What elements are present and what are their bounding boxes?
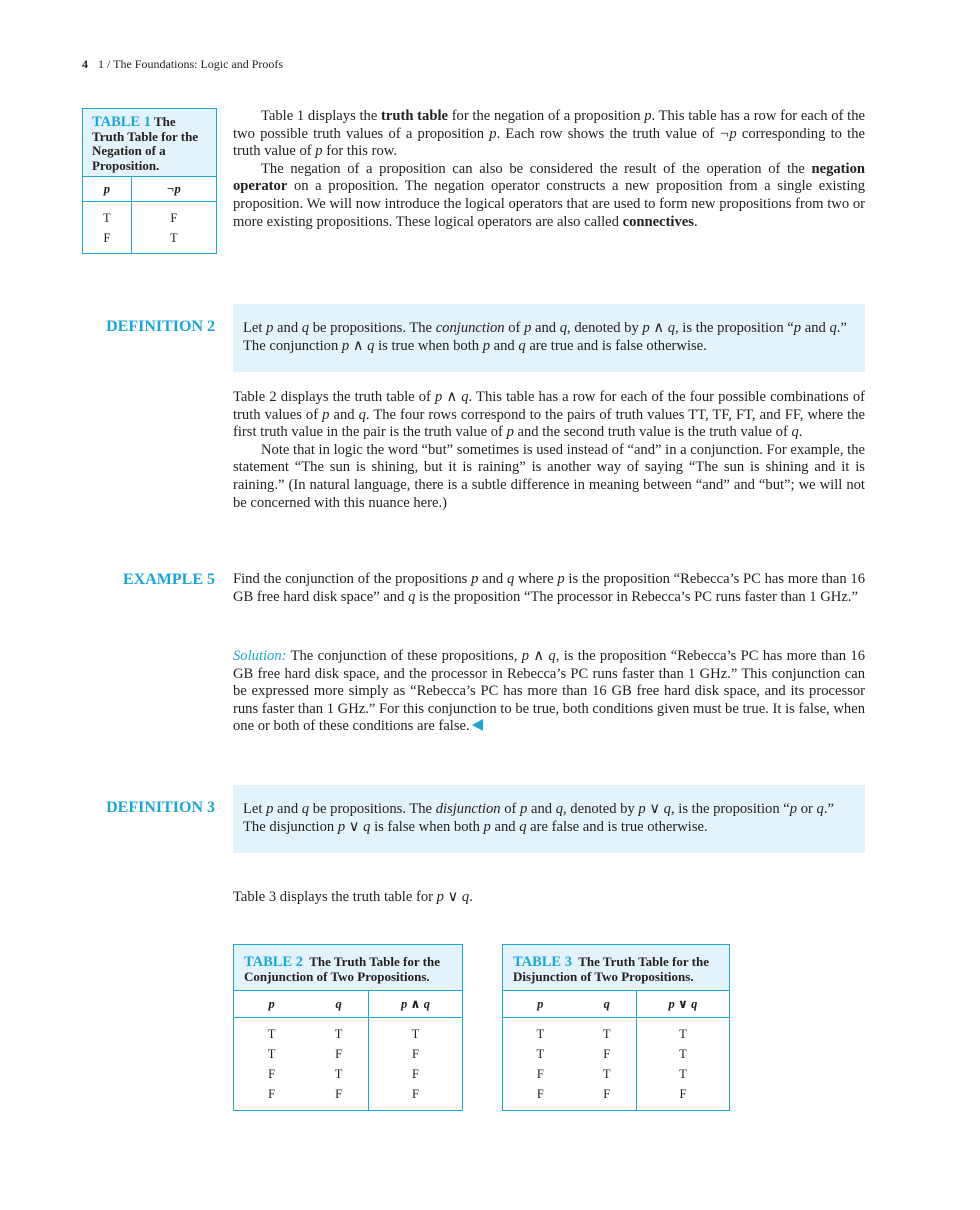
- table-header-cell: q: [578, 991, 637, 1018]
- text-run: be propositions. The: [309, 801, 436, 817]
- math-var: p: [266, 801, 274, 817]
- end-of-example-icon: [472, 719, 483, 731]
- table-2-label: TABLE 2: [244, 954, 303, 970]
- table-cell: T: [309, 1018, 368, 1045]
- table-row: [503, 1064, 729, 1084]
- math-var: p: [524, 320, 532, 336]
- text-run: be propositions. The: [309, 320, 436, 336]
- intro-paragraph-1: [233, 108, 865, 161]
- table-3-intro: [233, 889, 865, 907]
- table-2-grid: [234, 991, 462, 1110]
- text-run: for this row.: [322, 143, 398, 160]
- table-2-title: The Truth Table for the Conjunction of Two Propositions.: [244, 954, 440, 984]
- text-run: and: [490, 819, 520, 835]
- body-paragraph-2: Note that in logic the word “but” sometimes is used instead of “and” in a conjunction. For example, the statement “The sun is shining, but it is raining” is another way of saying “The sun is shining and it is raining.” (In natural language, there is a subtle difference in meaning between “and” and “but”; we will not be concerned with this nuance here.): [233, 441, 865, 511]
- table-cell: T: [536, 1046, 545, 1061]
- table-header-cell: q: [309, 991, 368, 1018]
- text-run: , is the proposition “: [670, 801, 790, 817]
- text-run: and: [527, 801, 556, 817]
- table-row: [83, 228, 216, 253]
- table-cell: F: [536, 1086, 544, 1101]
- text-run: is true when both: [374, 338, 483, 354]
- table-1-caption: [83, 109, 216, 177]
- table-cell: T: [578, 1018, 637, 1045]
- text-run: is the proposition “Rebecca’s PC has more than 16 GB free hard disk space” and: [233, 571, 865, 605]
- table-cell: T: [578, 1064, 637, 1084]
- math-var: p: [506, 424, 514, 441]
- table-cell: F: [412, 1086, 419, 1101]
- table-cell: F: [268, 1086, 276, 1101]
- math-var: q: [408, 588, 416, 605]
- table-cell: T: [536, 1026, 545, 1041]
- text-run: for the negation of a proposition: [447, 108, 645, 124]
- table-1: [82, 108, 217, 254]
- text-run: Table 3 displays the truth table for: [233, 889, 437, 905]
- math-var: q: [555, 801, 563, 817]
- text-run: is the proposition “The processor in Rebecca’s PC runs faster than 1 GHz.”: [415, 588, 858, 605]
- text-run: . This table has a row for each of the four possible combinations of truth values of: [233, 389, 865, 423]
- table-header-cell: p ∨ q: [636, 991, 729, 1018]
- table-cell: F: [83, 228, 131, 253]
- text-run: . Each row shows the truth value of: [496, 125, 720, 142]
- text-run: or: [797, 801, 817, 817]
- math-expr: p ∨ q: [436, 889, 470, 905]
- table-row: [503, 1084, 729, 1110]
- table-cell: T: [83, 202, 131, 229]
- math-var: p: [557, 571, 565, 587]
- text-run: are false and is true otherwise.: [526, 819, 708, 835]
- math-var: q: [559, 320, 568, 336]
- text-run: Table 1 displays the: [261, 108, 382, 124]
- text-run: where: [514, 571, 558, 587]
- text-run: .” The conjunction: [243, 320, 847, 354]
- table-3-caption: [503, 945, 729, 991]
- term-connectives: connectives: [622, 213, 694, 230]
- table-row: [234, 1018, 462, 1045]
- example-5-label: EXAMPLE 5: [123, 571, 215, 588]
- table-1-title: The Truth Table for the Negation of a Proposition.: [92, 114, 199, 173]
- text-run: The negation of a proposition can also be considered the result of the operation of the: [261, 160, 812, 177]
- table-cell: F: [536, 1066, 544, 1081]
- text-run: . The four rows correspond to the pairs of truth values TT, TF, FT, and FF, where the first truth value in the pair is the truth value of: [233, 406, 865, 441]
- text-run: on a proposition. The negation operator constructs a new proposition from a single existing proposition. We will now introduce the logical operators that are used to form new propositions from two or more existing propositions. These logical operators are also called: [233, 178, 865, 230]
- text-run: and: [531, 320, 560, 336]
- math-var: p: [789, 801, 798, 817]
- table-cell: T: [679, 1046, 687, 1061]
- math-var: q: [816, 801, 824, 817]
- example-5-question: [233, 571, 865, 606]
- math-var: p: [322, 406, 330, 423]
- text-run: , denoted by: [563, 801, 639, 817]
- table-header-cell: p ∧ q: [369, 991, 463, 1018]
- table-header-cell: p: [234, 991, 309, 1018]
- math-var: p: [471, 571, 479, 587]
- table-2-caption: [234, 945, 462, 991]
- page-number: 4: [82, 57, 88, 71]
- intro-text: [233, 108, 865, 231]
- table-cell: F: [170, 210, 178, 225]
- text-run: is false when both: [370, 819, 484, 835]
- text-run: Find the conjunction of the propositions: [233, 571, 472, 587]
- math-var: q: [301, 320, 310, 336]
- math-expr: p ∨ q: [337, 819, 371, 835]
- table-1-grid: [83, 177, 216, 253]
- intro-paragraph-2: [233, 161, 865, 231]
- table-cell: T: [679, 1026, 687, 1041]
- text-run: .: [469, 889, 473, 905]
- table-2: [233, 944, 463, 1111]
- text-run: Let: [243, 801, 267, 817]
- table-row: [234, 1084, 462, 1110]
- text-run: Table 2 displays the truth table of: [233, 389, 436, 405]
- definition-3-label: DEFINITION 3: [106, 799, 215, 816]
- text-run: , denoted by: [567, 320, 643, 336]
- text-run: .: [693, 213, 698, 230]
- text-run: The conjunction of these propositions,: [286, 648, 522, 664]
- body-paragraph-3: [233, 889, 865, 907]
- table-cell: F: [412, 1046, 419, 1061]
- math-var: q: [791, 424, 799, 441]
- term-conjunction: conjunction: [435, 320, 505, 336]
- example-5-solution: [233, 648, 865, 736]
- table-cell: F: [412, 1066, 419, 1081]
- table-header-cell: p: [503, 991, 578, 1018]
- math-expr: p ∧ q: [435, 389, 469, 405]
- math-var: q: [301, 801, 310, 817]
- math-var: p: [483, 819, 491, 835]
- math-var: q: [518, 338, 526, 354]
- chapter-title: 1 / The Foundations: Logic and Proofs: [98, 57, 284, 71]
- text-run: .: [798, 424, 803, 441]
- text-run: and: [801, 320, 830, 336]
- text-run: and the second truth value is the truth value of: [513, 424, 792, 441]
- term-disjunction: disjunction: [435, 801, 501, 817]
- math-var: p: [793, 320, 802, 336]
- table-cell: T: [679, 1066, 687, 1081]
- table-cell: T: [309, 1064, 368, 1084]
- table-row: [234, 1064, 462, 1084]
- text-run: of: [500, 801, 521, 817]
- table-row: [503, 1044, 729, 1064]
- solution-text: [233, 648, 865, 736]
- text-run: and: [490, 338, 519, 354]
- math-expr: p ∧ q: [341, 338, 375, 354]
- table-cell: T: [267, 1046, 276, 1061]
- text-run: , is the proposition “Rebecca’s PC has more than 16 GB free hard disk space, and the processor in Rebecca’s PC runs faster than 1 GHz.” This conjunction can be expressed more simply as “Rebecca’s PC has more than 16 GB free hard disk space, and its processor runs faster than 1 GHz.” For this conjunction to be true, both conditions given must be true. It is false, when one or both of these conditions are false.: [233, 648, 866, 735]
- math-var: q: [829, 320, 837, 336]
- text-run: , is the proposition “: [675, 320, 794, 336]
- table-header-cell: ¬p: [131, 177, 216, 202]
- conjunction-discussion: [233, 389, 865, 512]
- math-var: p: [482, 338, 490, 354]
- math-var: p: [315, 143, 323, 160]
- table-3-title: The Truth Table for the Disjunction of Two Propositions.: [513, 954, 709, 984]
- term-negation-operator: negation operator: [233, 160, 865, 195]
- math-var: p: [644, 108, 652, 124]
- table-cell: F: [309, 1084, 368, 1110]
- table-3-label: TABLE 3: [513, 954, 572, 970]
- math-var: p: [520, 801, 528, 817]
- definition-3-box: [233, 785, 865, 853]
- running-header: [82, 57, 283, 72]
- table-cell: F: [309, 1044, 368, 1064]
- math-var: q: [358, 406, 366, 423]
- term-truth-table: truth table: [381, 108, 448, 124]
- table-3-grid: [503, 991, 729, 1110]
- text-run: are true and is false otherwise.: [525, 338, 707, 354]
- math-var: ¬p: [719, 125, 737, 142]
- table-header-cell: p: [83, 177, 131, 202]
- text-run: and: [273, 320, 302, 336]
- table-row: [234, 1044, 462, 1064]
- table-cell: T: [267, 1026, 276, 1041]
- table-cell: F: [578, 1044, 637, 1064]
- text-run: and: [273, 801, 302, 817]
- table-cell: F: [679, 1086, 687, 1101]
- table-cell: F: [578, 1084, 637, 1110]
- math-var: q: [519, 819, 527, 835]
- text-run: of: [504, 320, 525, 336]
- table-row: [503, 1018, 729, 1045]
- text-run: . This table has a row for each of the two possible truth values of a proposition: [233, 108, 865, 142]
- table-cell: F: [268, 1066, 276, 1081]
- math-var: q: [506, 571, 515, 587]
- math-var: p: [489, 125, 497, 142]
- math-var: p: [266, 320, 274, 336]
- math-expr: p ∧ q: [521, 648, 556, 664]
- table-3: [502, 944, 730, 1111]
- body-paragraph-1: [233, 389, 865, 442]
- table-cell: T: [411, 1026, 420, 1041]
- definition-2-box: [233, 304, 865, 372]
- text-run: .” The disjunction: [243, 801, 834, 835]
- solution-label: Solution:: [233, 648, 287, 664]
- text-run: corresponding to the truth value of: [233, 125, 866, 160]
- text-run: and: [478, 571, 507, 587]
- table-1-label: TABLE 1: [92, 114, 151, 130]
- text-run: and: [329, 406, 359, 423]
- definition-2-label: DEFINITION 2: [106, 318, 215, 335]
- text-run: Let: [243, 320, 267, 336]
- table-row: [83, 202, 216, 229]
- table-cell: T: [170, 230, 178, 245]
- math-expr: p ∧ q: [642, 320, 675, 336]
- math-expr: p ∨ q: [638, 801, 671, 817]
- example-question-text: [233, 571, 865, 606]
